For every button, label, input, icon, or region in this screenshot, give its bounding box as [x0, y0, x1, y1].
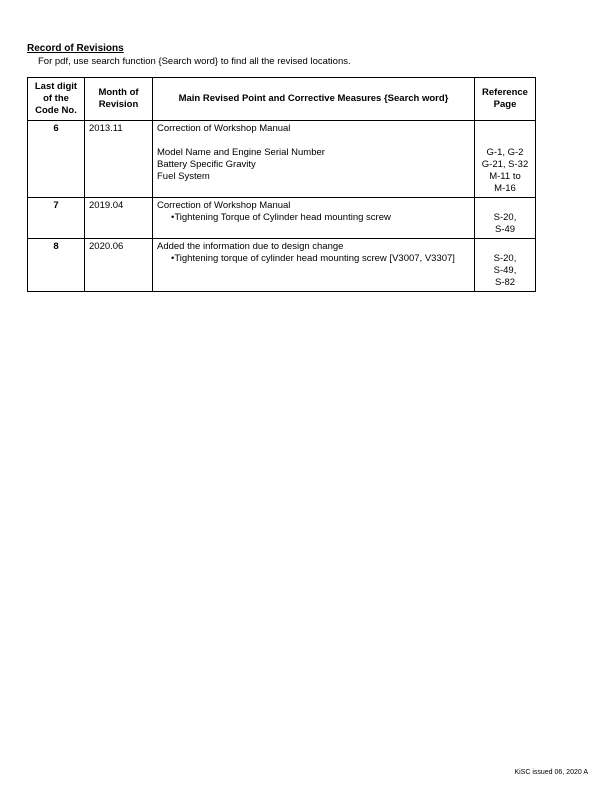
table-row — [28, 121, 536, 198]
footer-issue-note: KiSC issued 06, 2020 A — [514, 769, 588, 776]
header-main: Main Revised Point and Corrective Measures {Search word} — [153, 78, 475, 121]
main-cell — [153, 198, 475, 239]
table-header-row — [28, 78, 536, 121]
header-code: Last digit of the Code No. — [28, 78, 85, 121]
revisions-table — [27, 77, 536, 292]
month-cell: 2013.11 — [85, 121, 153, 198]
table-row — [28, 198, 536, 239]
main-item: Model Name and Engine Serial Number — [157, 147, 325, 158]
main-item: •Tightening torque of cylinder head mounting screw [V3007, V3307] — [171, 253, 455, 264]
main-item: Fuel System — [157, 171, 210, 182]
main-item: •Tightening Torque of Cylinder head mounting screw — [171, 212, 391, 223]
main-cell — [153, 239, 475, 292]
table-row — [28, 239, 536, 292]
main-cell — [153, 121, 475, 198]
code-cell: 6 — [28, 121, 85, 198]
main-title: Correction of Workshop Manual — [157, 123, 291, 134]
header-month: Month of Revision — [85, 78, 153, 121]
header-ref: Reference Page — [475, 78, 536, 121]
page-title: Record of Revisions — [27, 43, 124, 54]
main-item: Battery Specific Gravity — [157, 159, 256, 170]
main-title: Added the information due to design change — [157, 241, 344, 252]
ref-cell: S-20, S-49, S-82 — [475, 239, 536, 292]
ref-cell: G-1, G-2 G-21, S-32 M-11 to M-16 — [475, 121, 536, 198]
month-cell: 2020.06 — [85, 239, 153, 292]
main-title: Correction of Workshop Manual — [157, 200, 291, 211]
code-cell: 8 — [28, 239, 85, 292]
ref-cell: S-20, S-49 — [475, 198, 536, 239]
month-cell: 2019.04 — [85, 198, 153, 239]
code-cell: 7 — [28, 198, 85, 239]
intro-text: For pdf, use search function {Search word} to find all the revised locations. — [38, 56, 351, 67]
